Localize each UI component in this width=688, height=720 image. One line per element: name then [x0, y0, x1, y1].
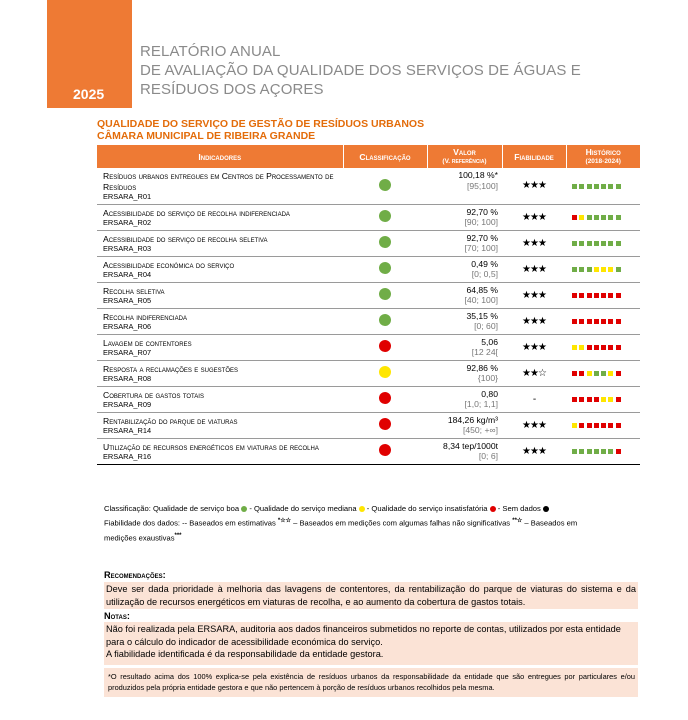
history-square	[616, 293, 621, 298]
legend-none-dot	[543, 506, 549, 512]
header-historico-label: Histórico	[585, 146, 621, 157]
reference-value: {100}	[477, 373, 498, 383]
value-cell	[427, 334, 502, 360]
classification-cell	[343, 334, 427, 360]
table-row	[97, 256, 640, 282]
indicator-code: ERSARA_R08	[103, 374, 152, 383]
legend-median-label: - Qualidade do serviço mediana	[249, 504, 357, 513]
value-cell	[427, 386, 502, 412]
history-square	[616, 319, 621, 324]
indicator-name: Acessibilidade do serviço de recolha seletiva	[103, 233, 268, 244]
reference-value: [40; 100]	[464, 295, 498, 305]
history-square	[601, 449, 606, 454]
history-square	[572, 371, 577, 376]
fiab-estimates: Fiabilidade dos dados: -- Baseados em estimativas	[104, 518, 276, 528]
history-square	[572, 241, 577, 246]
indicator-name: Utilização de recursos energéticos em viaturas de recolha	[103, 441, 319, 452]
classification-dot	[379, 210, 391, 222]
indicator-code: ERSARA_R02	[103, 218, 152, 227]
reliability-stars: -	[532, 393, 536, 405]
history-square	[601, 293, 606, 298]
reference-value: [0; 0,5]	[471, 269, 498, 279]
table-row	[97, 360, 640, 386]
indicator-code: ERSARA_R09	[103, 400, 152, 409]
reference-value: [12 24[	[471, 347, 498, 357]
history-square	[616, 397, 621, 402]
history-cell	[566, 256, 640, 282]
header-indicadores: Indicadores	[97, 145, 343, 168]
classification-dot	[379, 340, 391, 352]
reference-value: [450; +∞]	[462, 425, 498, 435]
indicator-code: ERSARA_R07	[103, 348, 152, 357]
reliability-stars: ★★★	[522, 211, 546, 223]
value-cell	[427, 256, 502, 282]
reliability-cell	[502, 256, 566, 282]
note-1: Não foi realizada pela ERSARA, auditoria aos dados financeiros submetidos no reporte de contas, utilizados por esta entidade para o cálculo do indicador de acessibilidade económica do serviço.	[106, 624, 621, 647]
classification-cell	[343, 168, 427, 204]
recommendations-text: Deve ser dada prioridade à melhoria das lavagens de contentores, da rentabilização do parque de viaturas do sistema e da utilização de recursos energéticos em viaturas de recolha, e ao aumento da cobertura de gastos totais.	[104, 582, 638, 609]
indicator-cell	[97, 168, 343, 204]
fiab-exhaustive: medições exaustivas	[104, 533, 175, 543]
indicator-name: Acessibilidade do serviço de recolha indiferenciada	[103, 207, 290, 218]
reliability-cell	[502, 282, 566, 308]
history-square	[579, 423, 584, 428]
indicator-code: ERSARA_R03	[103, 244, 152, 253]
reference-value: [0; 60]	[474, 321, 498, 331]
history-square	[594, 319, 599, 324]
classification-dot	[379, 392, 391, 404]
reliability-stars: ★★★	[522, 419, 546, 431]
history-square	[579, 397, 584, 402]
header-valor-label: Valor	[453, 146, 476, 157]
indicator-name: Lavagem de contentores	[103, 337, 192, 348]
history-square	[594, 371, 599, 376]
history-square	[579, 345, 584, 350]
history-square	[572, 397, 577, 402]
history-square	[616, 267, 621, 272]
year-tab	[47, 0, 132, 108]
history-square	[594, 241, 599, 246]
indicator-code: ERSARA_R05	[103, 296, 152, 305]
indicator-name: Cobertura de gastos totais	[103, 389, 204, 400]
legend	[104, 502, 644, 544]
history-square	[608, 449, 613, 454]
indicator-cell	[97, 308, 343, 334]
indicator-cell	[97, 360, 343, 386]
reliability-stars: ★★★	[522, 237, 546, 249]
indicator-value: 184,26 kg/m³	[447, 414, 498, 425]
classification-dot	[379, 418, 391, 430]
legend-bad-label: - Qualidade do serviço insatisfatória	[366, 504, 488, 513]
indicator-value: 92,70 %	[466, 206, 498, 217]
history-square	[616, 345, 621, 350]
reference-value: [95;100]	[466, 180, 498, 191]
classification-cell	[343, 308, 427, 334]
table-header-row	[97, 145, 640, 168]
reliability-cell	[502, 168, 566, 204]
history-square	[579, 449, 584, 454]
reliability-stars: ★★★	[522, 445, 546, 457]
history-square	[601, 345, 606, 350]
header-valor-sub: (V. referência)	[442, 157, 487, 165]
indicator-value: 100,18 %*	[458, 170, 498, 180]
indicator-value: 35,15 %	[466, 310, 498, 321]
value-cell	[427, 360, 502, 386]
table-row	[97, 412, 640, 438]
history-square	[572, 449, 577, 454]
history-square	[594, 184, 599, 189]
reliability-legend-2	[104, 530, 644, 545]
reference-value: [1,0; 1,1]	[464, 399, 498, 409]
table-body	[97, 168, 640, 464]
reliability-cell	[502, 386, 566, 412]
history-square	[579, 184, 584, 189]
reference-value: [90; 100]	[464, 217, 498, 227]
header-fiabilidade: Fiabilidade	[502, 145, 566, 168]
history-square	[572, 267, 577, 272]
table-row	[97, 334, 640, 360]
history-square	[587, 215, 592, 220]
history-cell	[566, 360, 640, 386]
history-square	[587, 267, 592, 272]
history-square	[616, 215, 621, 220]
history-square	[616, 449, 621, 454]
header-historico	[566, 145, 640, 168]
history-cell	[566, 334, 640, 360]
indicator-value: 0,49 %	[471, 258, 498, 269]
reliability-stars: ★★★	[522, 289, 546, 301]
reliability-stars: ★★★	[522, 263, 546, 275]
history-square	[608, 267, 613, 272]
history-square	[572, 215, 577, 220]
indicator-value: 5,06	[481, 336, 498, 347]
header-historico-sub: (2018-2024)	[585, 157, 621, 165]
history-square	[601, 184, 606, 189]
history-square	[587, 345, 592, 350]
classification-cell	[343, 360, 427, 386]
indicator-name: Recolha indiferenciada	[103, 311, 187, 322]
value-cell	[427, 412, 502, 438]
header-classificacao: Classificação	[343, 145, 427, 168]
fiab-partial: – Baseados em medições com algumas falhas não significativas	[293, 518, 511, 528]
history-square	[608, 397, 613, 402]
history-square	[608, 241, 613, 246]
indicator-code: ERSARA_R04	[103, 270, 152, 279]
table-row	[97, 230, 640, 256]
fiab-based: – Baseados em	[524, 518, 578, 528]
indicator-name: Resposta a reclamações e sugestões	[103, 363, 239, 374]
history-square	[587, 371, 592, 376]
history-square	[587, 184, 592, 189]
history-square	[572, 345, 577, 350]
history-square	[594, 449, 599, 454]
indicator-value: 8,34 tep/1000t	[443, 440, 498, 451]
indicator-cell	[97, 412, 343, 438]
history-cell	[566, 386, 640, 412]
header-valor	[427, 145, 502, 168]
history-square	[587, 449, 592, 454]
reliability-cell	[502, 230, 566, 256]
history-square	[608, 371, 613, 376]
classification-cell	[343, 204, 427, 230]
history-square	[601, 267, 606, 272]
title-line-3: RESÍDUOS DOS AÇORES	[140, 81, 324, 98]
history-square	[608, 293, 613, 298]
reliability-cell	[502, 412, 566, 438]
recommendations-title: Recomendações:	[104, 570, 166, 580]
history-square	[616, 241, 621, 246]
legend-median-dot	[359, 506, 365, 512]
history-square	[587, 423, 592, 428]
history-cell	[566, 438, 640, 464]
reliability-stars: ★★★	[522, 341, 546, 353]
history-square	[572, 319, 577, 324]
value-cell	[427, 168, 502, 204]
value-cell	[427, 204, 502, 230]
table-row	[97, 308, 640, 334]
history-square	[594, 293, 599, 298]
report-title	[140, 42, 581, 99]
indicator-value: 64,85 %	[466, 284, 498, 295]
history-square	[601, 319, 606, 324]
history-square	[601, 241, 606, 246]
classification-dot	[379, 262, 391, 274]
classification-cell	[343, 230, 427, 256]
history-square	[608, 345, 613, 350]
legend-bad-dot	[490, 506, 496, 512]
indicator-cell	[97, 282, 343, 308]
indicator-cell	[97, 230, 343, 256]
history-square	[616, 184, 621, 189]
history-square	[572, 423, 577, 428]
history-cell	[566, 168, 640, 204]
classification-dot	[379, 288, 391, 300]
history-square	[594, 423, 599, 428]
indicator-code: ERSARA_R06	[103, 322, 152, 331]
value-cell	[427, 230, 502, 256]
notes-box	[104, 622, 638, 665]
fiab-sup-1: *☆☆	[277, 518, 292, 524]
footnote: *O resultado acima dos 100% explica-se pela existência de resíduos urbanos da responsabilidade da entidade que são entregues por particulares e/ou produzidos pela própria entidade gestora e que não pertencem à porção de resíduos urbanos recolhidos pela mesma.	[104, 668, 638, 697]
history-square	[572, 184, 577, 189]
indicator-code: ERSARA_R16	[103, 452, 152, 461]
reliability-cell	[502, 438, 566, 464]
indicator-value: 0,80	[481, 388, 498, 399]
history-square	[616, 371, 621, 376]
history-square	[587, 397, 592, 402]
classification-dot	[379, 366, 391, 378]
history-cell	[566, 230, 640, 256]
fiab-sup-3: ***	[174, 532, 182, 539]
classification-cell	[343, 412, 427, 438]
reference-value: [0; 6]	[478, 451, 498, 461]
reference-value: [70; 100]	[464, 243, 498, 253]
classification-dot	[379, 179, 391, 191]
indicators-table	[97, 145, 640, 465]
notes-title: Notas:	[104, 611, 130, 621]
legend-good-dot	[241, 506, 247, 512]
classification-dot	[379, 236, 391, 248]
reliability-legend	[104, 515, 644, 530]
section-title: QUALIDADE DO SERVIÇO DE GESTÃO DE RESÍDUOS URBANOS	[97, 118, 425, 130]
history-cell	[566, 204, 640, 230]
reliability-cell	[502, 308, 566, 334]
history-square	[608, 184, 613, 189]
legend-none-label: - Sem dados	[497, 504, 541, 513]
note-2: A fiabilidade identificada é da responsabilidade da entidade gestora.	[106, 649, 384, 659]
history-square	[601, 423, 606, 428]
title-line-2: DE AVALIAÇÃO DA QUALIDADE DOS SERVIÇOS DE ÁGUAS E	[140, 62, 581, 79]
indicator-cell	[97, 256, 343, 282]
indicator-cell	[97, 438, 343, 464]
history-square	[579, 241, 584, 246]
history-square	[579, 267, 584, 272]
indicator-cell	[97, 386, 343, 412]
reliability-stars: ★★☆	[522, 367, 546, 379]
value-cell	[427, 308, 502, 334]
history-square	[579, 293, 584, 298]
history-square	[616, 423, 621, 428]
entity-name: CÂMARA MUNICIPAL DE RIBEIRA GRANDE	[97, 130, 316, 142]
indicator-name: Recolha seletiva	[103, 285, 165, 296]
reliability-cell	[502, 204, 566, 230]
indicator-value: 92,86 %	[466, 362, 498, 373]
history-square	[587, 241, 592, 246]
history-cell	[566, 282, 640, 308]
fiab-sup-2: **☆	[512, 518, 523, 524]
reliability-cell	[502, 334, 566, 360]
history-square	[579, 215, 584, 220]
history-square	[587, 293, 592, 298]
table-row	[97, 386, 640, 412]
reliability-cell	[502, 360, 566, 386]
history-square	[594, 215, 599, 220]
history-square	[608, 215, 613, 220]
history-square	[572, 293, 577, 298]
history-square	[601, 215, 606, 220]
indicator-value: 92,70 %	[466, 232, 498, 243]
history-square	[608, 423, 613, 428]
history-cell	[566, 412, 640, 438]
history-square	[579, 371, 584, 376]
classification-legend	[104, 502, 644, 515]
classification-dot	[379, 314, 391, 326]
history-square	[579, 319, 584, 324]
history-square	[587, 319, 592, 324]
indicator-cell	[97, 334, 343, 360]
value-cell	[427, 282, 502, 308]
indicator-name: Resíduos urbanos entregues em Centros de Processamento de Resíduos	[103, 171, 334, 192]
classification-cell	[343, 256, 427, 282]
history-cell	[566, 308, 640, 334]
indicator-name: Rentabilização do parque de viaturas	[103, 415, 238, 426]
history-square	[594, 345, 599, 350]
table-row	[97, 168, 640, 204]
history-square	[594, 397, 599, 402]
legend-good-label: Classificação: Qualidade de serviço boa	[104, 504, 240, 513]
table-row	[97, 438, 640, 464]
history-square	[608, 319, 613, 324]
classification-cell	[343, 282, 427, 308]
classification-cell	[343, 386, 427, 412]
indicator-code: ERSARA_R14	[103, 426, 152, 435]
history-square	[594, 267, 599, 272]
history-square	[601, 397, 606, 402]
classification-dot	[379, 444, 391, 456]
history-square	[601, 371, 606, 376]
table-row	[97, 204, 640, 230]
value-cell	[427, 438, 502, 464]
title-line-1: RELATÓRIO ANUAL	[140, 43, 281, 60]
reliability-stars: ★★★	[522, 180, 546, 192]
indicator-cell	[97, 204, 343, 230]
classification-cell	[343, 438, 427, 464]
indicator-code: ERSARA_R01	[103, 192, 152, 201]
reliability-stars: ★★★	[522, 315, 546, 327]
report-year: 2025	[73, 86, 105, 102]
indicator-name: Acessibilidade económica do serviço	[103, 259, 235, 270]
table-row	[97, 282, 640, 308]
